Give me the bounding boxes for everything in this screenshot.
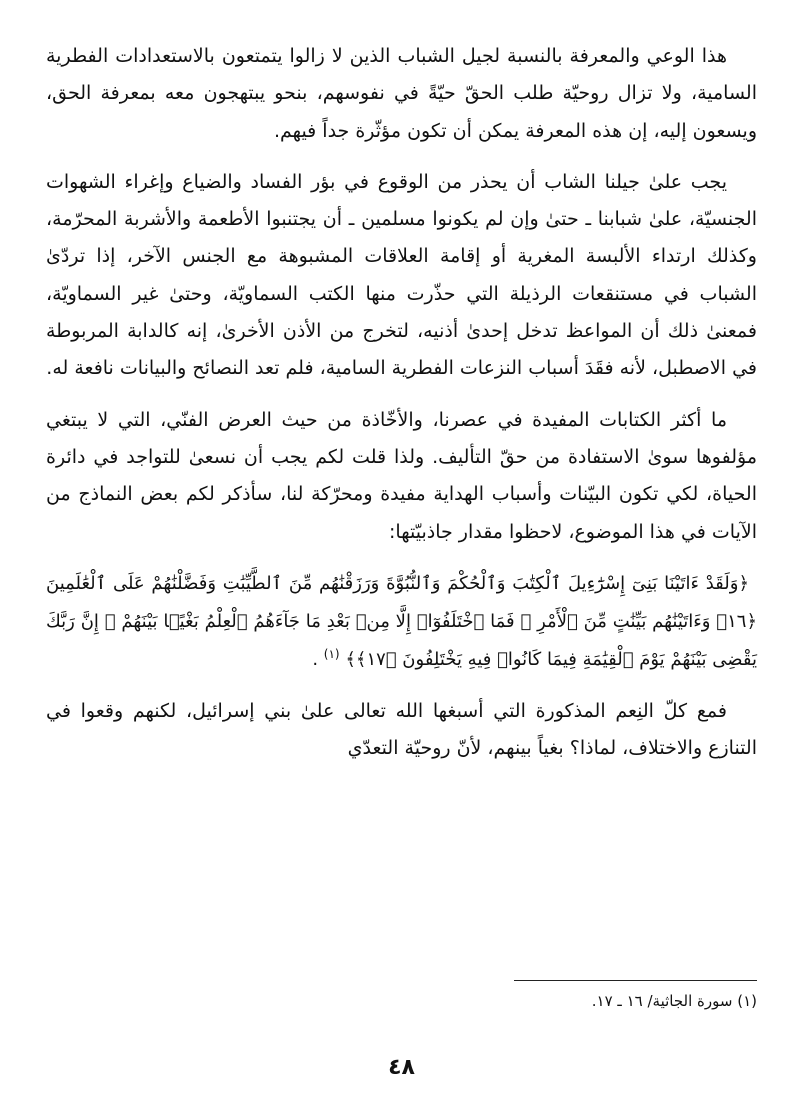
footnote-reference[interactable]: (١) — [323, 646, 340, 661]
paragraph-2: يجب علىٰ جيلنا الشاب أن يحذر من الوقوع في بؤر الفساد والضياع وإغراء الشهوات الجنسيّة، علىٰ شبابنا ـ حتىٰ وإن لم يكونوا مسلمين ـ أن يجتنبوا الأطعمة والأشربة المحرّمة، وكذلك ارتداء الألبسة المغرية أو إقامة العلاقات المشبوهة مع الجنس الآخر، إذا تردّىٰ الشباب في مستنقعات الرذيلة التي حذّرت منها الكتب السماويّة، وحتىٰ غير السماويّة، فمعنىٰ ذلك أن المواعظ تدخل إحدىٰ أذنيه، لتخرج من الأذن الأخرىٰ، إنه كالدابة المربوطة في الاصطبل، لأنه فقَدَ أسباب النزعات الفطرية السامية، فلم تعد النصائح والبيانات نافعة له. — [46, 170, 757, 380]
page-body — [46, 38, 757, 781]
footnote: (١) سورة الجاثية/ ١٦ ـ ١٧. — [591, 992, 757, 1010]
paragraph-4: فمع كلّ النِعم المذكورة التي أسبغها الله تعالى علىٰ بني إسرائيل، لكنهم وقعوا في التنازع والاختلاف، لماذا؟ بغياً بينهم، لأنّ روحيّة التعدّي — [46, 699, 757, 760]
paragraph-3: ما أكثر الكتابات المفيدة في عصرنا، والأخّاذة من حيث العرض الفنّي، التي لا يبتغي مؤلفوها سوىٰ الاستفادة من حقّ التأليف. ولذا قلت لكم يجب أن نسعىٰ للتواجد في دائرة الحياة، لكي تكون البيّنات وأسباب الهداية مفيدة ومحرّكة لنا، سأذكر لكم بعض النماذج من الآيات في هذا الموضوع، لاحظوا مقدار جاذبيّتها: — [46, 408, 757, 543]
footnote-divider — [514, 980, 757, 981]
quran-verse-block — [46, 565, 757, 679]
quran-verse-text: ﴿وَلَقَدْ ءَاتَيْنَا بَنِىٓ إِسْرَٰٓءِيلَ ٱلْكِتَٰبَ وَٱلْحُكْمَ وَٱلنُّبُوَّةَ وَرَزَقْنَٰهُم مِّنَ ٱلطَّيِّبَٰتِ وَفَضَّلْنَٰهُمْ عَلَى ٱلْعَٰلَمِينَ ﴿١٦﴾ وَءَاتَيْنَٰهُم بَيِّنَٰتٍ مِّنَ ٱلْأَمْرِ ۖ فَمَا ٱخْتَلَفُوٓا۟ إِلَّا مِنۢ بَعْدِ مَا جَآءَهُمُ ٱلْعِلْمُ بَغْيًۢا بَيْنَهُمْ ۚ إِنَّ رَبَّكَ يَقْضِى بَيْنَهُمْ يَوْمَ ٱلْقِيَٰمَةِ فِيمَا كَانُوا۟ فِيهِ يَخْتَلِفُونَ ﴿١٧﴾﴾ — [46, 572, 757, 670]
page-number: ٤٨ — [388, 1055, 415, 1080]
verse-end-dot: . — [312, 648, 319, 670]
paragraph-1: هذا الوعي والمعرفة بالنسبة لجيل الشباب الذين لا زالوا يتمتعون بالاستعدادات الفطرية السامية، ولا تزال روحيّة طلب الحقّ حيّةً في نفوسهم، بنحو يبتهجون معه بمعرفة الحق، ويسعون إليه، إن هذه المعرفة يمكن أن تكون مؤثّرة جداً فيهم. — [46, 45, 757, 142]
